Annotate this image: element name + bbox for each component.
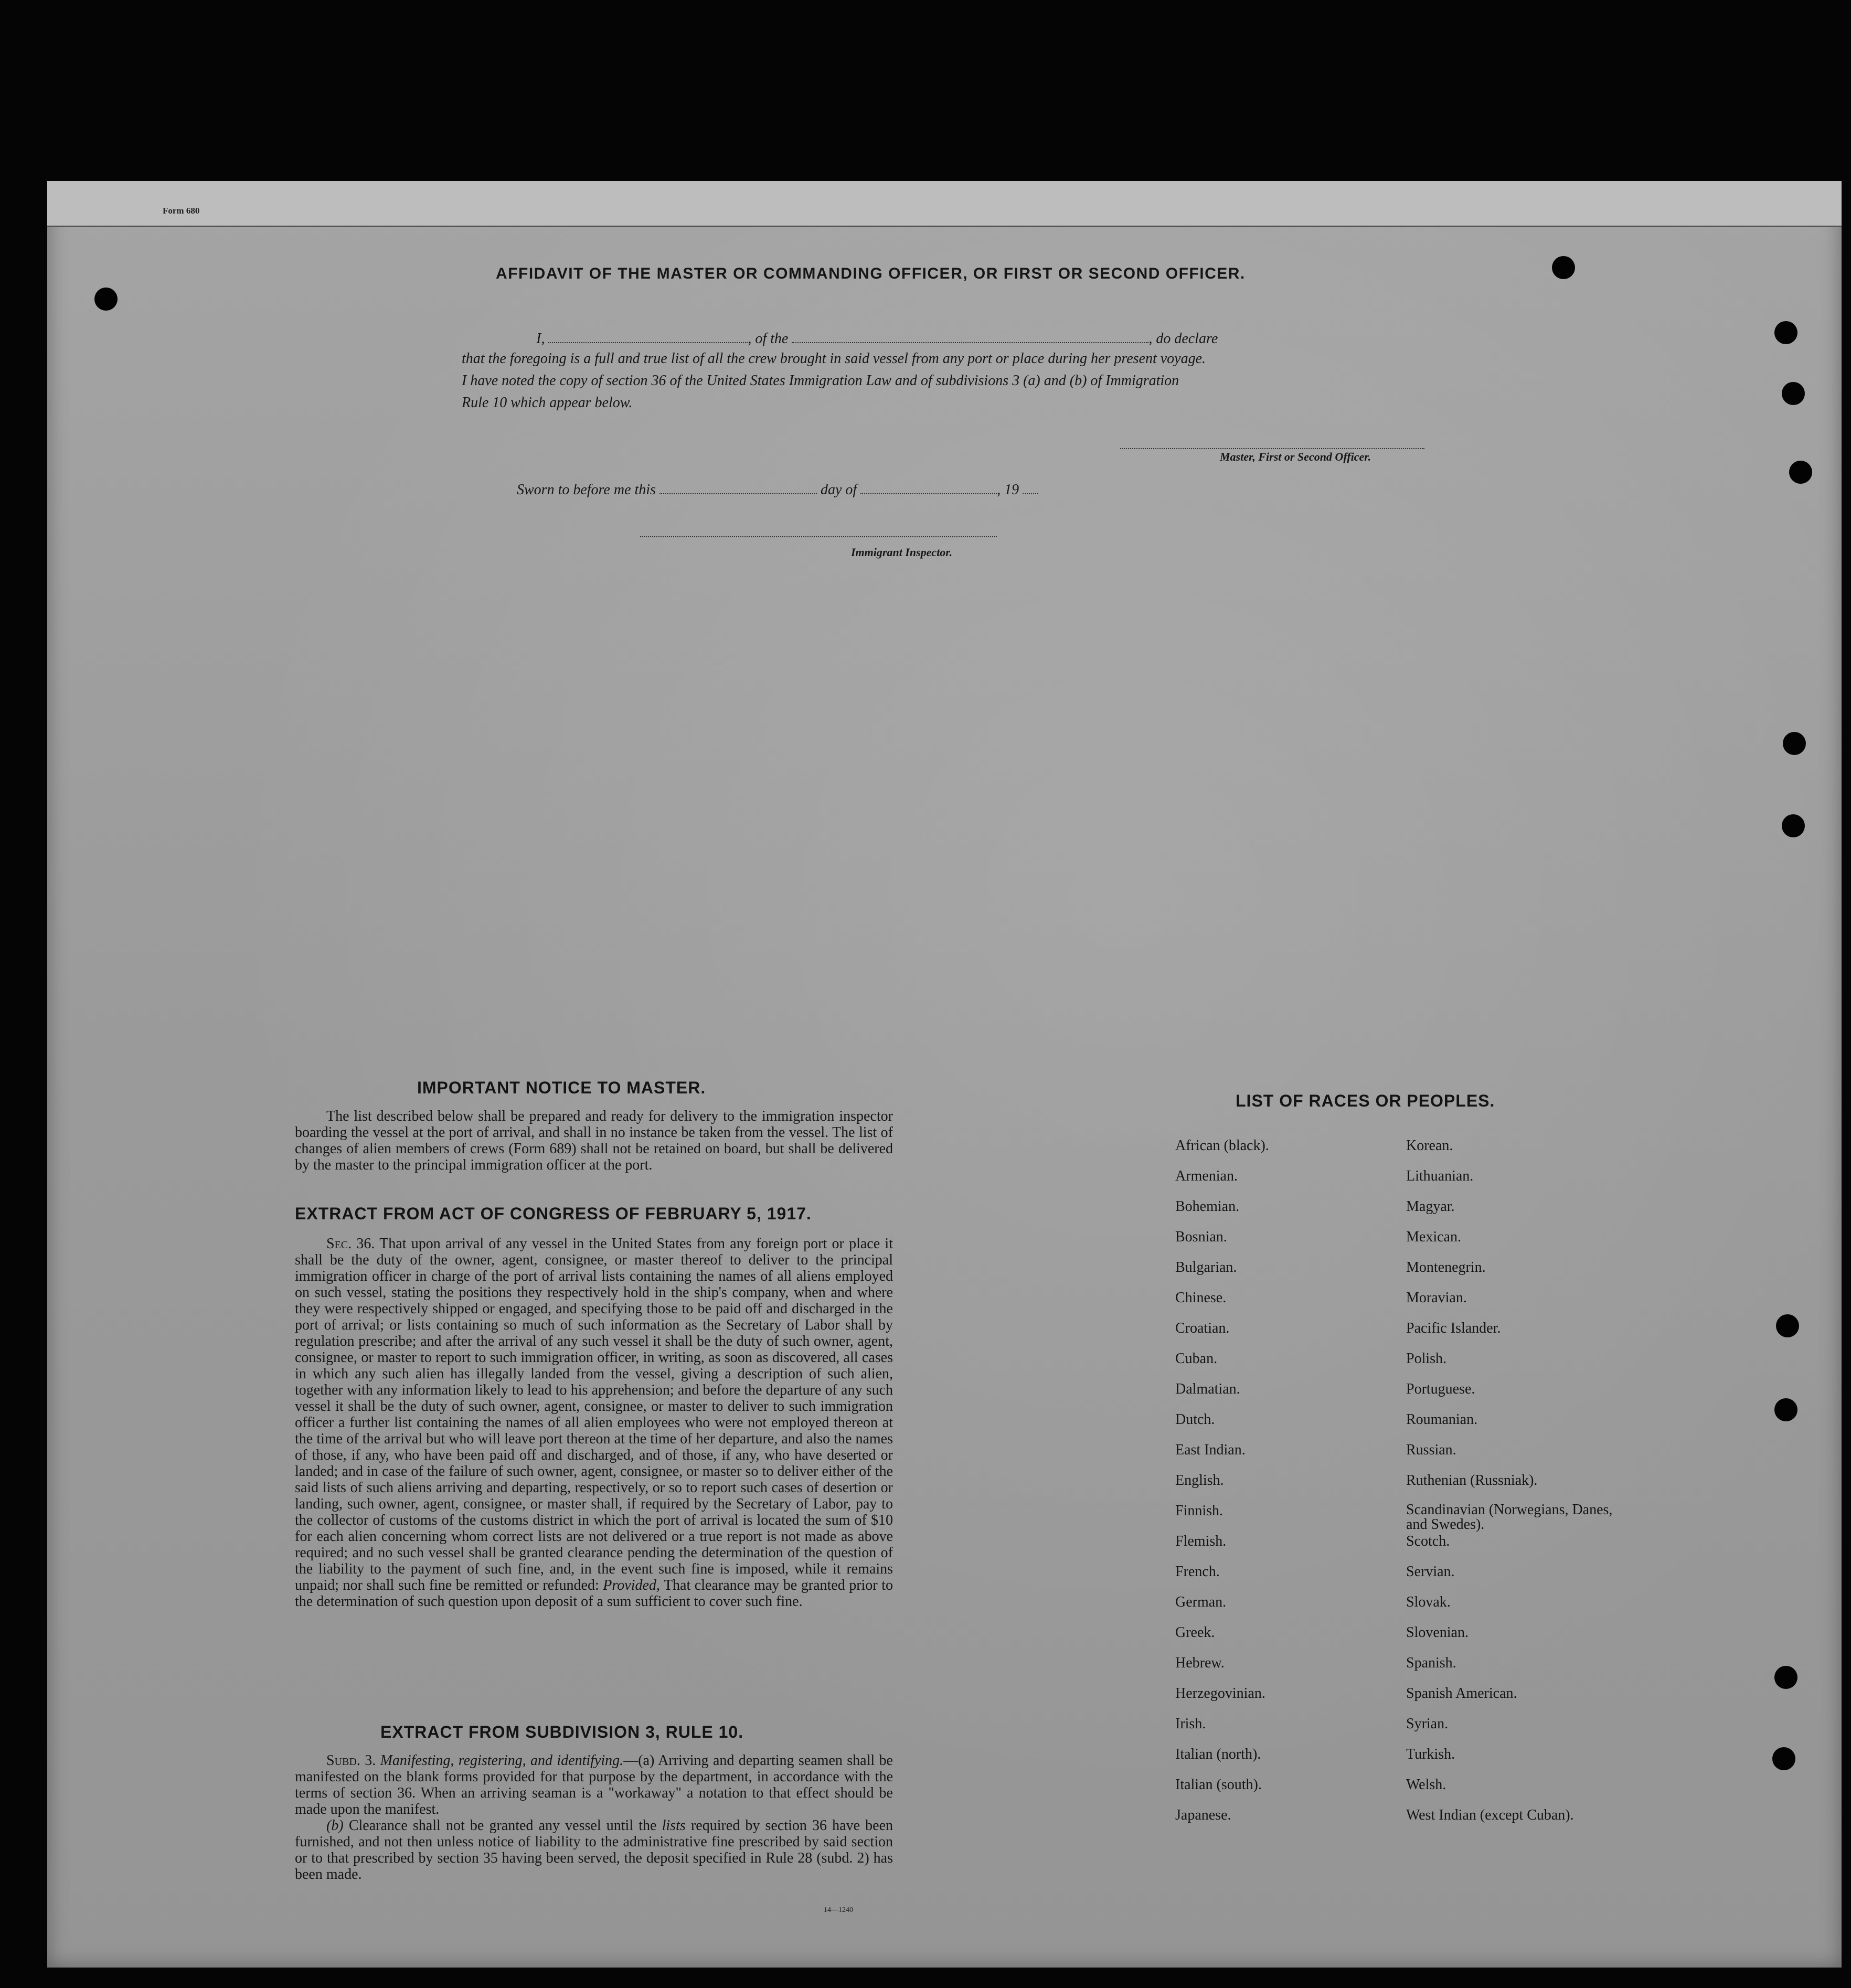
- race-item: Dutch.: [1175, 1411, 1215, 1428]
- race-item: Italian (north).: [1175, 1746, 1261, 1762]
- affidavit-line3: I have noted the copy of section 36 of the United States Immigration Law and of subdivisions 3 (a) and (b) of Immigration: [462, 373, 1179, 389]
- notice-title: IMPORTANT NOTICE TO MASTER.: [417, 1078, 706, 1097]
- race-item: Slovak.: [1406, 1594, 1451, 1610]
- race-item: Portuguese.: [1406, 1381, 1475, 1397]
- races-left-column: [1175, 1137, 1269, 1837]
- sworn-month-blank[interactable]: [860, 493, 997, 494]
- races-title: LIST OF RACES OR PEOPLES.: [1236, 1091, 1495, 1110]
- race-item: Bohemian.: [1175, 1198, 1240, 1215]
- form-number: Form 680: [163, 206, 200, 216]
- subd-a-text: —(a) Arriving and departing seamen shall be manifested on the blank forms provided for that purpose by the department, in accordance with the terms of section 36. When an arriving seaman is a "workaway" a notation to that effect should be made upon the manifest.: [295, 1752, 893, 1817]
- race-item: Cuban.: [1175, 1351, 1218, 1367]
- race-item: Irish.: [1175, 1716, 1206, 1732]
- race-item: Turkish.: [1406, 1746, 1455, 1762]
- sec-label: Sec. 36.: [326, 1236, 375, 1252]
- affidavit-line4: Rule 10 which appear below.: [462, 395, 633, 411]
- race-item: Finnish.: [1175, 1503, 1224, 1519]
- race-item: Syrian.: [1406, 1716, 1449, 1732]
- rule10-title: EXTRACT FROM SUBDIVISION 3, RULE 10.: [380, 1723, 744, 1741]
- name-blank[interactable]: [548, 342, 748, 343]
- race-item: Welsh.: [1406, 1777, 1446, 1793]
- notice-body: [295, 1108, 893, 1173]
- race-item: Croatian.: [1175, 1320, 1230, 1336]
- affidavit-do-declare: , do declare: [1148, 331, 1218, 347]
- race-item: Montenegrin.: [1406, 1259, 1486, 1275]
- race-item: Korean.: [1406, 1137, 1453, 1154]
- punch-hole: [1774, 1666, 1797, 1689]
- race-item: Roumanian.: [1406, 1411, 1478, 1428]
- race-item: Flemish.: [1175, 1533, 1227, 1549]
- punch-hole: [94, 288, 118, 311]
- punch-hole: [1789, 461, 1812, 484]
- sworn-day-blank[interactable]: [659, 493, 817, 494]
- punch-hole: [1776, 1314, 1799, 1337]
- subd-b-label: (b): [326, 1817, 344, 1834]
- race-item: Scotch.: [1406, 1533, 1450, 1549]
- act-text-end: That clearance may be granted prior to the determination of such question upon deposit of a sum sufficient to cover such fine.: [295, 1577, 893, 1610]
- race-item: Japanese.: [1175, 1807, 1231, 1823]
- subd-label: Subd. 3.: [326, 1752, 376, 1769]
- inspector-signature-label: Immigrant Inspector.: [851, 546, 953, 559]
- subd-b-text-1: Clearance shall not be granted any vessel until the: [348, 1817, 657, 1834]
- race-item: Bosnian.: [1175, 1229, 1227, 1245]
- sworn-label: Sworn to before me this: [517, 482, 656, 498]
- race-item: West Indian (except Cuban).: [1406, 1807, 1574, 1823]
- punch-hole: [1772, 1747, 1795, 1770]
- punch-hole: [1783, 732, 1806, 755]
- race-item: Chinese.: [1175, 1290, 1227, 1306]
- race-item: Russian.: [1406, 1442, 1456, 1458]
- race-item: Slovenian.: [1406, 1624, 1469, 1641]
- race-item: Lithuanian.: [1406, 1168, 1474, 1184]
- race-item: Moravian.: [1406, 1290, 1467, 1306]
- race-item: German.: [1175, 1594, 1227, 1610]
- punch-hole: [1782, 382, 1805, 405]
- day-of-label: day of: [820, 482, 857, 498]
- sworn-line: [517, 482, 1038, 498]
- race-item: Dalmatian.: [1175, 1381, 1240, 1397]
- punch-hole: [1774, 1398, 1797, 1421]
- sworn-year-blank[interactable]: [1023, 493, 1038, 494]
- rule10-body: [295, 1752, 893, 1883]
- races-right-column: [1406, 1137, 1632, 1837]
- punch-hole: [1774, 321, 1797, 344]
- race-item: Hebrew.: [1175, 1655, 1225, 1671]
- sheet-top-edge: [47, 181, 1842, 227]
- race-item: Scandinavian (Norwegians, Danes, and Swedes).: [1406, 1502, 1613, 1533]
- race-item: Polish.: [1406, 1351, 1447, 1367]
- notice-text: The list described below shall be prepared and ready for delivery to the immigration inspector boarding the vessel at the port of arrival, and shall in no instance be taken from the vessel. The list of changes of alien members of crews (Form 689) shall not be retained on board, but shall be delivered by the master to the principal immigration officer at the port.: [295, 1108, 893, 1173]
- subd-b-lists: lists: [662, 1817, 686, 1834]
- race-item: Armenian.: [1175, 1168, 1238, 1184]
- affidavit-line1: [536, 331, 1218, 347]
- race-item: East Indian.: [1175, 1442, 1246, 1458]
- master-signature-label: Master, First or Second Officer.: [1220, 450, 1371, 463]
- form-footer-code: 14—1240: [824, 1906, 853, 1914]
- master-signature-line[interactable]: [1120, 447, 1424, 449]
- race-item: Servian.: [1406, 1564, 1455, 1580]
- punch-hole: [1552, 256, 1575, 279]
- race-item: French.: [1175, 1564, 1220, 1580]
- race-item: Italian (south).: [1175, 1777, 1262, 1793]
- act-text: That upon arrival of any vessel in the United States from any foreign port or place it shall be the duty of the owner, agent, consignee, or master thereof to deliver to the principal immigration officer in charge of the port of arrival lists containing the names of all aliens employed on such vessel, stating the positions they respectively hold in the ship's company, when and where they were respectively shipped or engaged, and specifying those to be paid off and discharged in the port of arrival; or lists containing so much of such information as the Secretary of Labor shall by regulation prescribe; and after the arrival of any such vessel it shall be the duty of such owner, agent, consignee, or master to report to such immigration officer, in writing, as soon as discovered, all cases in which any such alien has illegally landed from the vessel, giving a description of such alien, together with any information likely to lead to his apprehension; and before the departure of any such vessel it shall be the duty of such owner, agent, consignee, or master to deliver to such immigration officer a further list containing the names of all alien employees who were not employed thereon at the time of the arrival but who will leave port thereon at the time of her departure, and also the names of those, if any, who have been paid off and discharged, and of those, if any, who have deserted or landed; and in case of the failure of such owner, agent, consignee, or master so to deliver either of the said lists of such aliens arriving and departing, respectively, or so to report such cases of desertion or landing, such owner, agent, consignee, or master shall, if required by the Secretary of Labor, pay to the collector of customs of the customs district in which the port of arrival is located the sum of $10 for each alien concerning whom correct lists are not delivered or a true report is not made as above required; and no such vessel shall be granted clearance pending the determination of the question of the liability to the payment of such fine, and, in the event such fine is imposed, while it remains unpaid; nor shall such fine be remitted or refunded:: [295, 1236, 893, 1593]
- race-item: Herzegovinian.: [1175, 1685, 1265, 1702]
- race-item: African (black).: [1175, 1137, 1269, 1154]
- subd-b-text-2: required by section 36 have been furnished, and not then unless notice of liability to the administrative fine prescribed by said section or to that prescribed by section 35 having been served, the deposit specified in Rule 28 (subd. 2) has been made.: [295, 1817, 893, 1883]
- affidavit-i: I,: [536, 331, 545, 347]
- year-label: , 19: [997, 482, 1019, 498]
- inspector-signature-line[interactable]: [640, 535, 997, 537]
- affidavit-line2: that the foregoing is a full and true list of all the crew brought in said vessel from any port or place during her present voyage.: [462, 350, 1206, 367]
- vessel-blank[interactable]: [792, 342, 1148, 343]
- race-item: Pacific Islander.: [1406, 1320, 1501, 1336]
- race-item: Magyar.: [1406, 1198, 1455, 1215]
- affidavit-title: AFFIDAVIT OF THE MASTER OR COMMANDING OFFICER, OR FIRST OR SECOND OFFICER.: [496, 265, 1246, 282]
- punch-hole: [1782, 814, 1805, 837]
- subd-heading: Manifesting, registering, and identifying.: [380, 1752, 624, 1769]
- act-title: EXTRACT FROM ACT OF CONGRESS OF FEBRUARY 5, 1917.: [295, 1204, 812, 1223]
- race-item: English.: [1175, 1472, 1224, 1489]
- affidavit-of-the: , of the: [748, 331, 789, 347]
- race-item: Spanish.: [1406, 1655, 1456, 1671]
- race-item: Ruthenian (Russniak).: [1406, 1472, 1538, 1489]
- act-body: [295, 1236, 893, 1610]
- race-item: Bulgarian.: [1175, 1259, 1237, 1275]
- race-item: Spanish American.: [1406, 1685, 1517, 1702]
- race-item: Mexican.: [1406, 1229, 1461, 1245]
- race-item: Greek.: [1175, 1624, 1215, 1641]
- provided-label: Provided,: [603, 1577, 660, 1593]
